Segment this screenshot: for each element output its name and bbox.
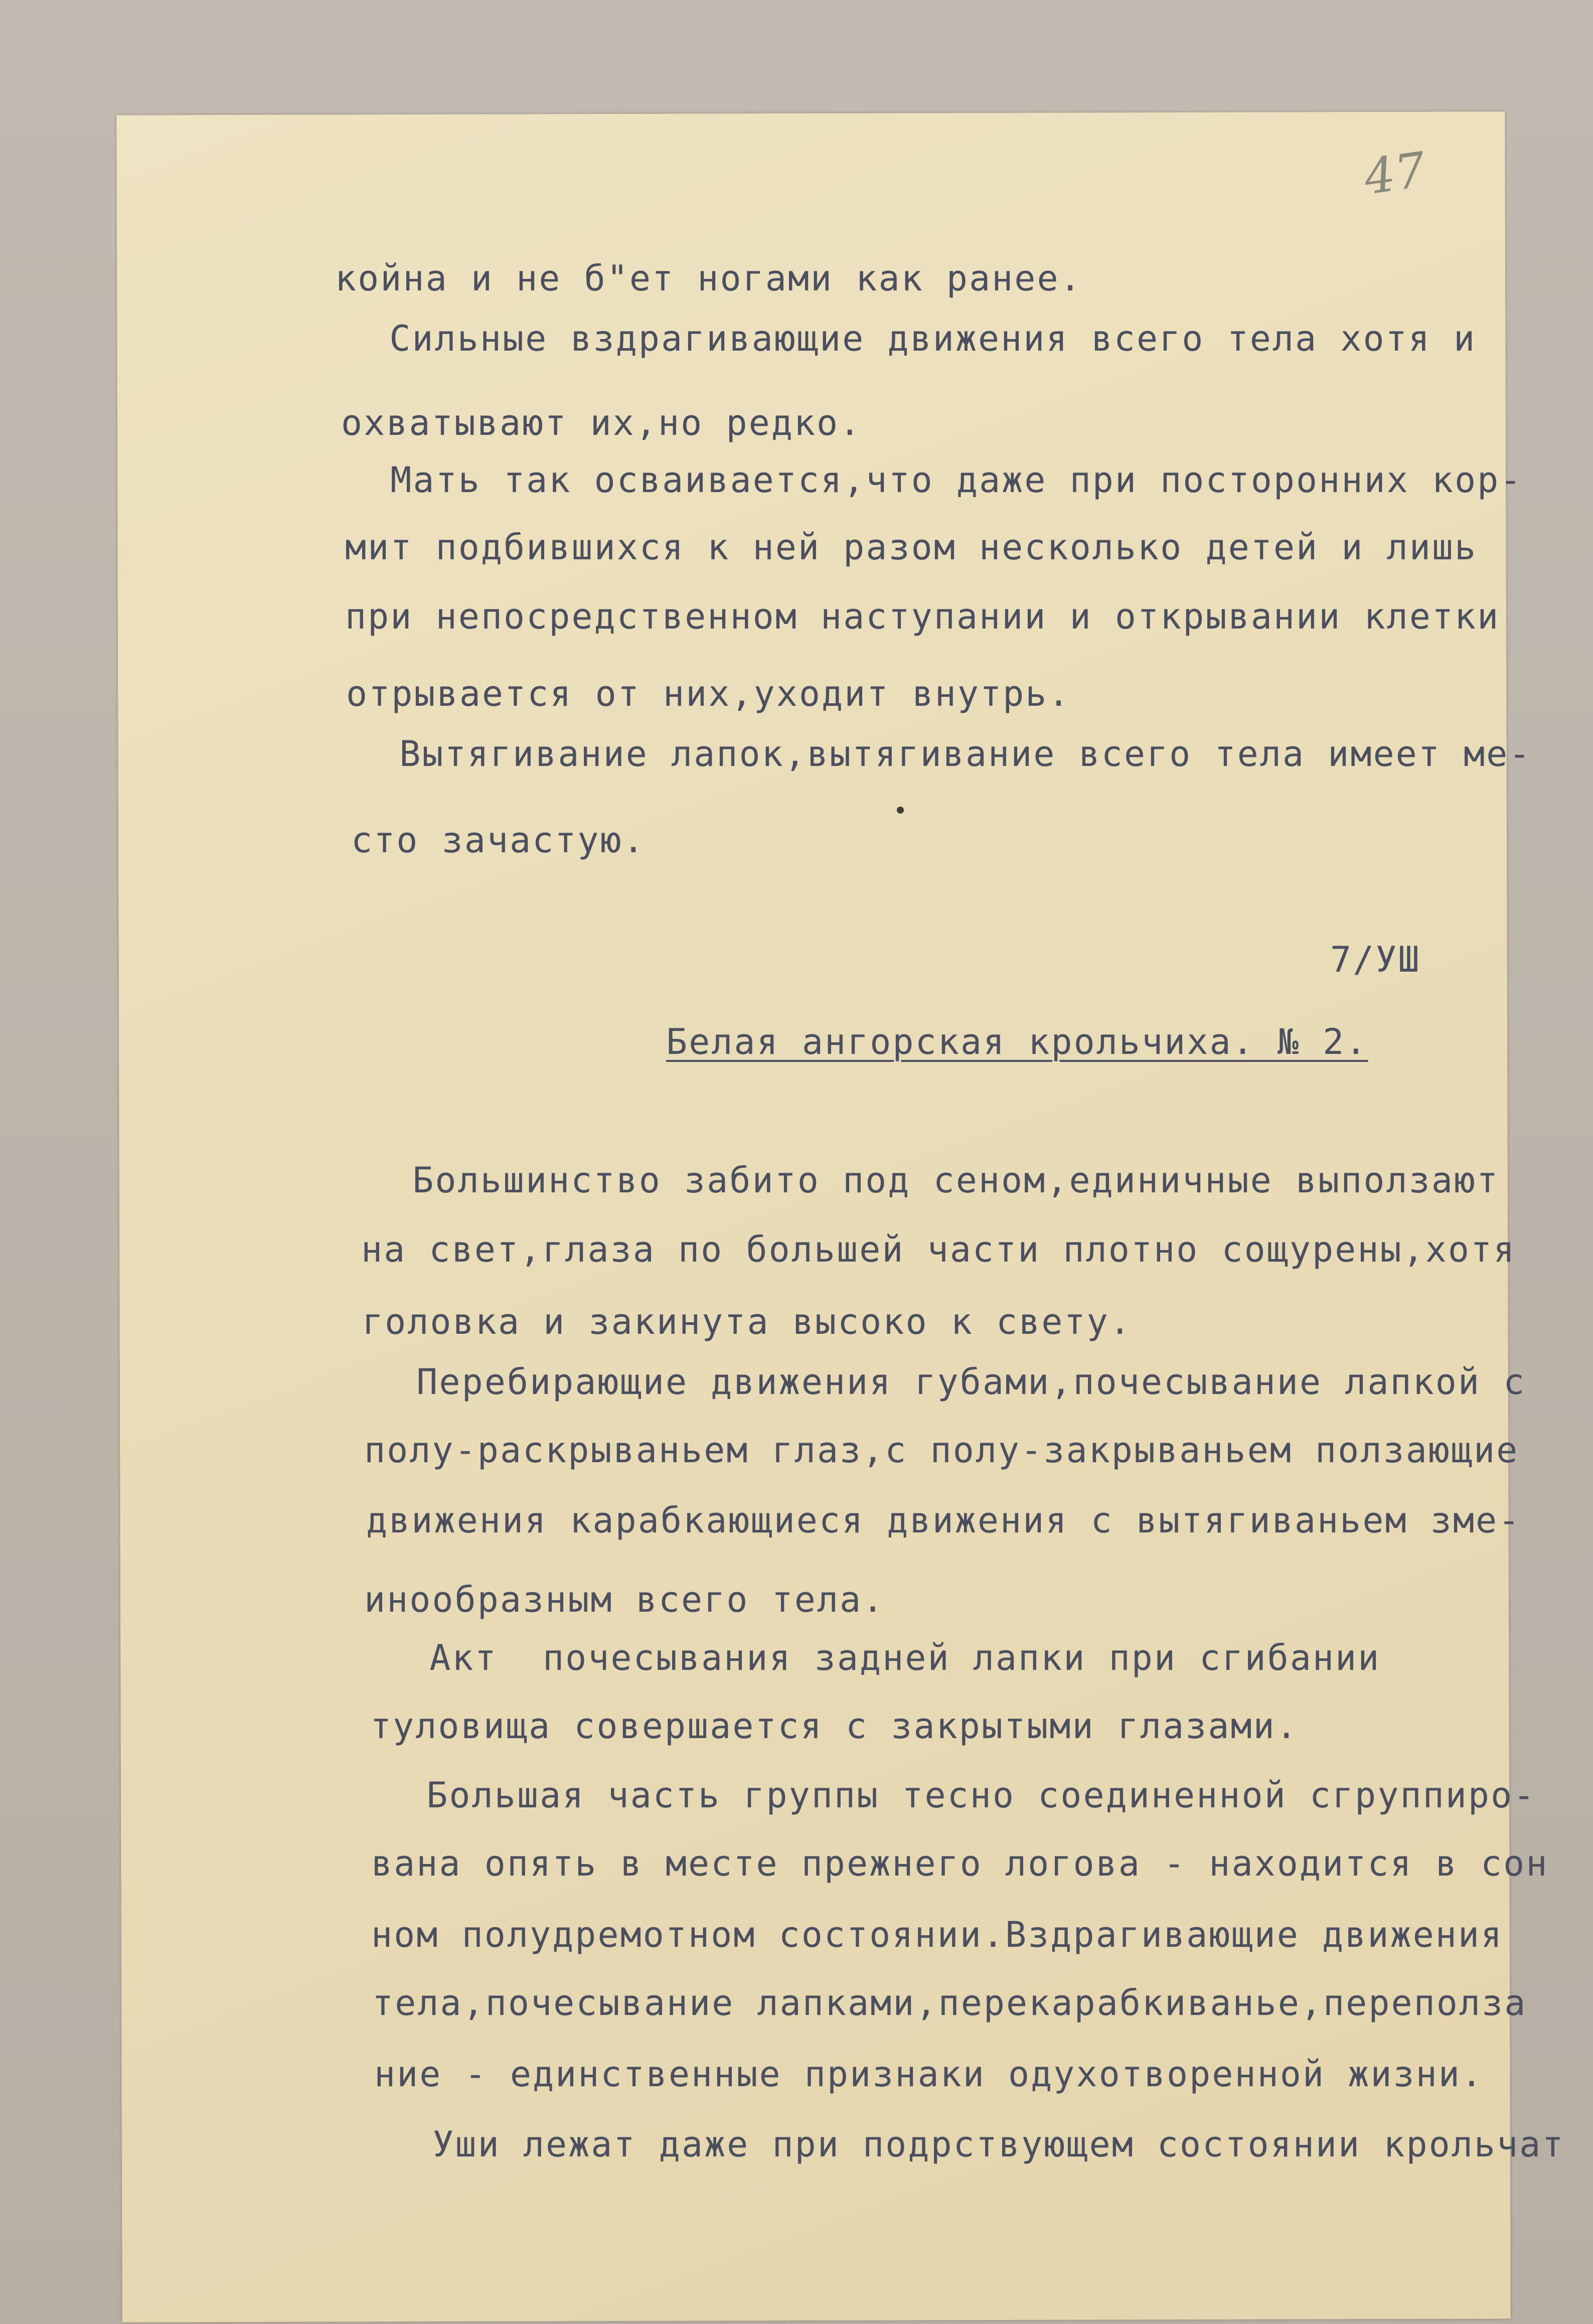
text-line: вана опять в месте прежнего логова - находится в сон [371,1843,1549,1884]
text-line: ние - единственные признаки одухотворенной жизни. [374,2054,1484,2095]
text-line: Большая часть группы тесно соединенной сгруппиро- [381,1775,1536,1816]
text-line: Большинство забито под сеном,единичные выползают [367,1160,1500,1201]
text-line: полу-раскрываньем глаз,с полу-закрываньем ползающие [364,1430,1519,1471]
text-line: при непосредственном наступании и открывании клетки [345,596,1500,637]
text-line: ном полудремотном состоянии.Вздрагивающие движения [371,1914,1504,1955]
text-line: Перебирающие движения губами,почесывание лапкой с [371,1361,1526,1403]
text-line: тела,почесывание лапками,перекарабкиванье,переполза [372,1982,1527,2024]
text-line: Вытягивание лапок,вытягивание всего тела имеет ме- [354,733,1532,774]
text-line: мит подбившихся к ней разом несколько детей и лишь [345,527,1478,568]
text-line: Мать так осваивается,что даже при посторонних кор- [345,459,1523,501]
text-line: Уши лежат даже при подрствующем состоянии крольчат [387,2124,1565,2165]
text-line: Акт почесывания задней лапки при сгибании [384,1637,1381,1678]
ink-dot [897,807,904,814]
text-line: койна и не б"ет ногами как ранее. [335,258,1082,299]
text-line: туловища совершается с закрытыми глазами. [370,1706,1299,1747]
entry-date: 7/УШ [1330,939,1421,980]
text-line: движения карабкающиеся движения с вытягиваньем зме- [366,1500,1521,1541]
text-line: сто зачастую. [351,820,646,861]
text-line: инообразным всего тела. [364,1579,885,1620]
page-number: 47 [1360,141,1429,206]
entry-heading: Белая ангорская крольчиха. № 2. [666,1021,1368,1062]
text-line: Сильные вздрагивающие движения всего тела хотя и [344,318,1477,359]
text-line: охватывают их,но редко. [341,402,862,443]
text-line: отрывается от них,уходит внутрь. [346,673,1071,714]
text-line: головка и закинута высоко к свету. [362,1301,1132,1342]
text-line: на свет,глаза по большей части плотно сощурены,хотя [361,1229,1516,1270]
